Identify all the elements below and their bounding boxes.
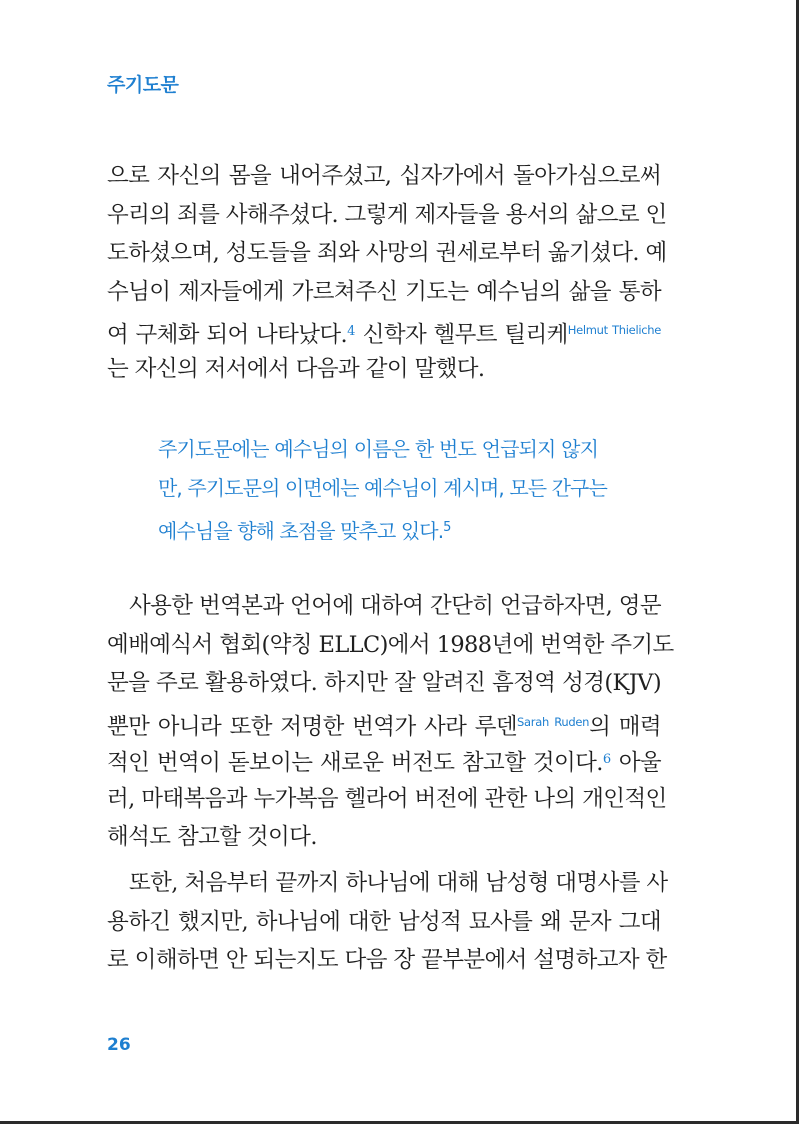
original-name-note: Sarah Ruden [517,714,590,729]
text-line: 으로 자신의 몸을 내어주셨고, 십자가에서 돌아가심으로써 [107,163,661,189]
paragraph-pronouns [107,864,668,980]
quote-run: 예수님을 향해 초점을 맞추고 있다. [158,519,444,543]
text-line: 로 이해하면 안 되는지도 다음 장 끝부분에서 설명하고자 한 [107,947,667,973]
paragraph-continued [107,157,667,388]
text-run: 여 구체화 되어 나타났다. [107,322,348,348]
text-run: 적인 번역이 돋보이는 새로운 버전도 참고할 것이다. [107,750,603,776]
text-run: 아울 [611,750,662,776]
quote-line: 만, 주기도문의 이면에는 예수님이 계시며, 모든 간구는 [158,476,607,500]
block-quote [158,430,607,547]
text-line: 도하셨으며, 성도들을 죄와 사망의 권세로부터 옮기셨다. 예 [107,240,667,266]
footnote-ref-5[interactable]: 5 [443,520,452,535]
text-line: 러, 마태복음과 누가복음 헬라어 버전에 관한 나의 개인적인 [107,785,667,812]
footnote-ref-4[interactable]: 4 [347,324,356,339]
text-line [107,741,661,780]
running-head: 주기도문 [107,74,179,96]
text-line: 예배예식서 협회(약칭 ELLC)에서 1988년에 번역한 주기도 [107,631,674,658]
text-line: 문을 주로 활용하였다. 하지만 잘 알려진 흠정역 성경(KJV) [107,670,661,696]
text-line: 용하긴 했지만, 하나님에 대한 남성적 묘사를 왜 문자 그대 [107,908,661,935]
text-run: 의 매력 [589,713,662,740]
text-run: 뿐만 아니라 또한 저명한 번역가 사라 루덴 [107,713,518,740]
page-number: 26 [107,1035,131,1055]
text-line: 수님이 제자들에게 가르쳐주신 기도는 예수님의 삶을 통하 [107,278,661,305]
paragraph-translations [107,587,674,857]
text-line [107,311,661,350]
text-line [107,703,661,742]
quote-line [158,508,598,547]
text-line: 또한, 처음부터 끝까지 하나님에 대해 남성형 대명사를 사 [129,870,668,896]
text-line: 는 자신의 저서에서 다음과 같이 말했다. [107,355,485,382]
footnote-ref-6[interactable]: 6 [602,752,612,767]
text-line: 사용한 번역본과 언어에 대하여 간단히 언급하자면, 영문 [129,593,661,619]
original-name-note: Helmut Thieliche [567,323,662,337]
text-line: 해석도 참고할 것이다. [107,824,317,850]
quote-line: 주기도문에는 예수님의 이름은 한 번도 언급되지 않지 [158,437,598,461]
text-line: 우리의 죄를 사해주셨다. 그렇게 제자들을 용서의 삶으로 인 [107,201,667,228]
text-run: 신학자 헬무트 틸리케 [355,322,568,348]
